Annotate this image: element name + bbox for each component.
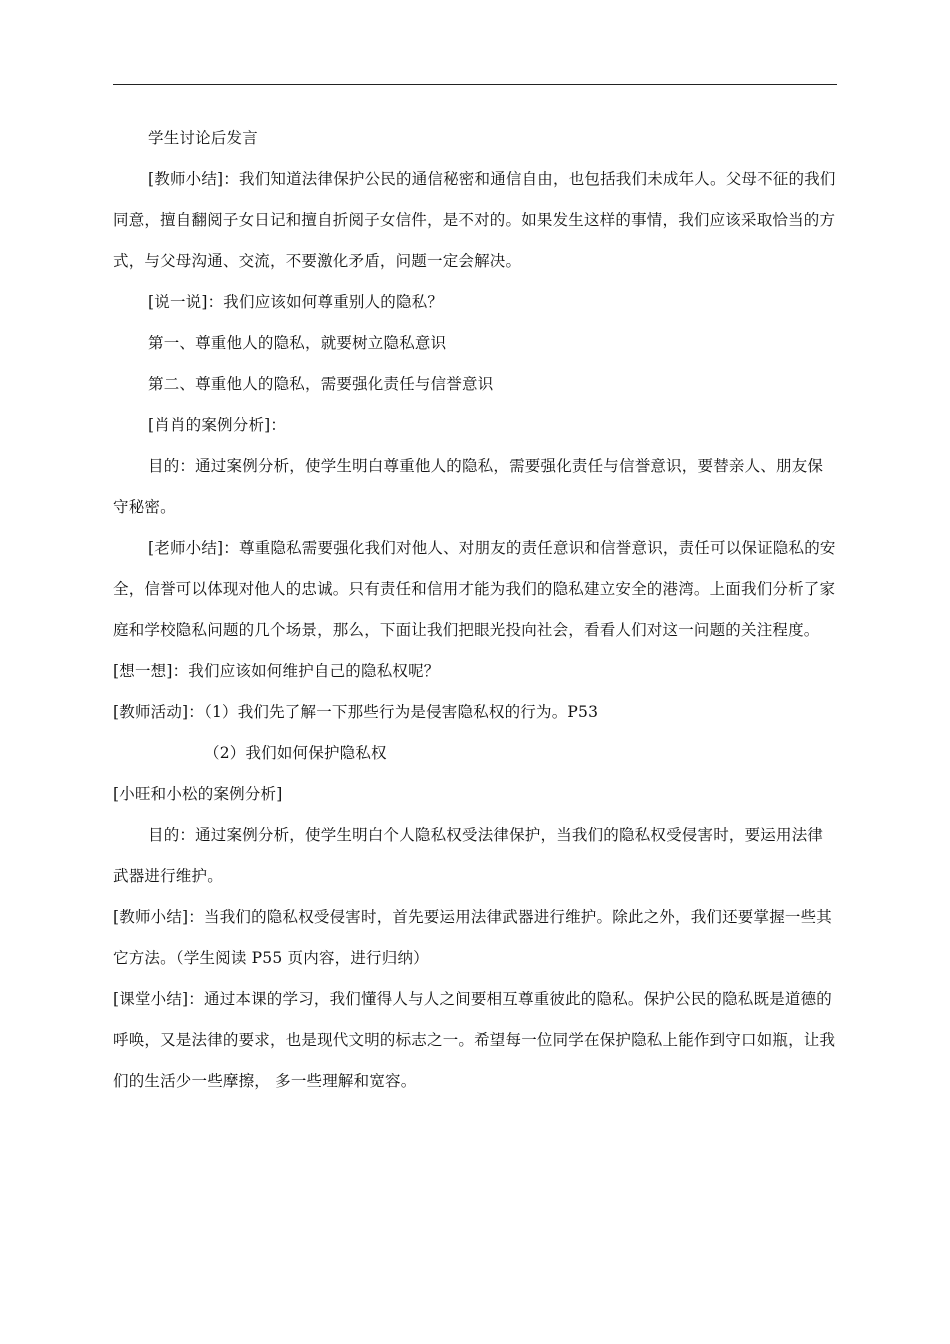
paragraph-point-two: 第二、尊重他人的隐私，需要强化责任与信誉意识 <box>148 375 494 393</box>
paragraph-teacher-summary-1: [教师小结]：我们知道法律保护公民的通信秘密和通信自由，也包括我们未成年人。父母不征的我们同意，擅自翻阅子女日记和擅自折阅子女信件，是不对的。如果发生这样的事情，我们应该采取恰当的方式，与父母沟通、交流，不要激化矛盾，问题一定会解决。 <box>113 170 836 270</box>
paragraph-think-about-it: [想一想]：我们应该如何维护自己的隐私权呢？ <box>113 662 440 680</box>
paragraph-point-one: 第一、尊重他人的隐私，就要树立隐私意识 <box>148 334 447 352</box>
paragraph-class-summary: [课堂小结]：通过本课的学习，我们懂得人与人之间要相互尊重彼此的隐私。保护公民的隐私既是道德的呼唤，又是法律的要求，也是现代文明的标志之一。希望每一位同学在保护隐私上能作到守口如瓶，让我们的生活少一些摩擦， 多一些理解和宽容。 <box>113 990 836 1090</box>
paragraph-discussion-prompt: [说一说]：我们应该如何尊重别人的隐私？ <box>148 293 444 311</box>
paragraph-teacher-summary-3: [教师小结]：当我们的隐私权受侵害时，首先要运用法律武器进行维护。除此之外，我们还要掌握一些其它方法。（学生阅读 P55 页内容，进行归纳） <box>113 908 832 967</box>
document-body <box>113 118 837 1102</box>
paragraph-case-analysis-goal-2: 目的：通过案例分析，使学生明白个人隐私权受法律保护，当我们的隐私权受侵害时，要运用法律武器进行维护。 <box>113 826 824 885</box>
paragraph-student-discussion: 学生讨论后发言 <box>148 129 258 147</box>
paragraph-teacher-activity-2: （2）我们如何保护隐私权 <box>204 744 387 762</box>
paragraph-case-analysis-heading-2: [小旺和小松的案例分析] <box>113 785 283 803</box>
paragraph-case-analysis-goal: 目的：通过案例分析，使学生明白尊重他人的隐私，需要强化责任与信誉意识，要替亲人、朋友保守秘密。 <box>113 457 824 516</box>
header-rule <box>113 84 837 85</box>
paragraph-case-analysis-heading: [肖肖的案例分析]： <box>148 416 287 434</box>
paragraph-teacher-summary-2: [老师小结]：尊重隐私需要强化我们对他人、对朋友的责任意识和信誉意识，责任可以保证隐私的安全，信誉可以体现对他人的忠诚。只有责任和信用才能为我们的隐私建立安全的港湾。上面我们分析了家庭和学校隐私问题的几个场景，那么，下面让我们把眼光投向社会，看看人们对这一问题的关注程度。 <box>113 539 836 639</box>
paragraph-teacher-activity: [教师活动]：（1）我们先了解一下那些行为是侵害隐私权的行为。P53 <box>113 703 599 721</box>
